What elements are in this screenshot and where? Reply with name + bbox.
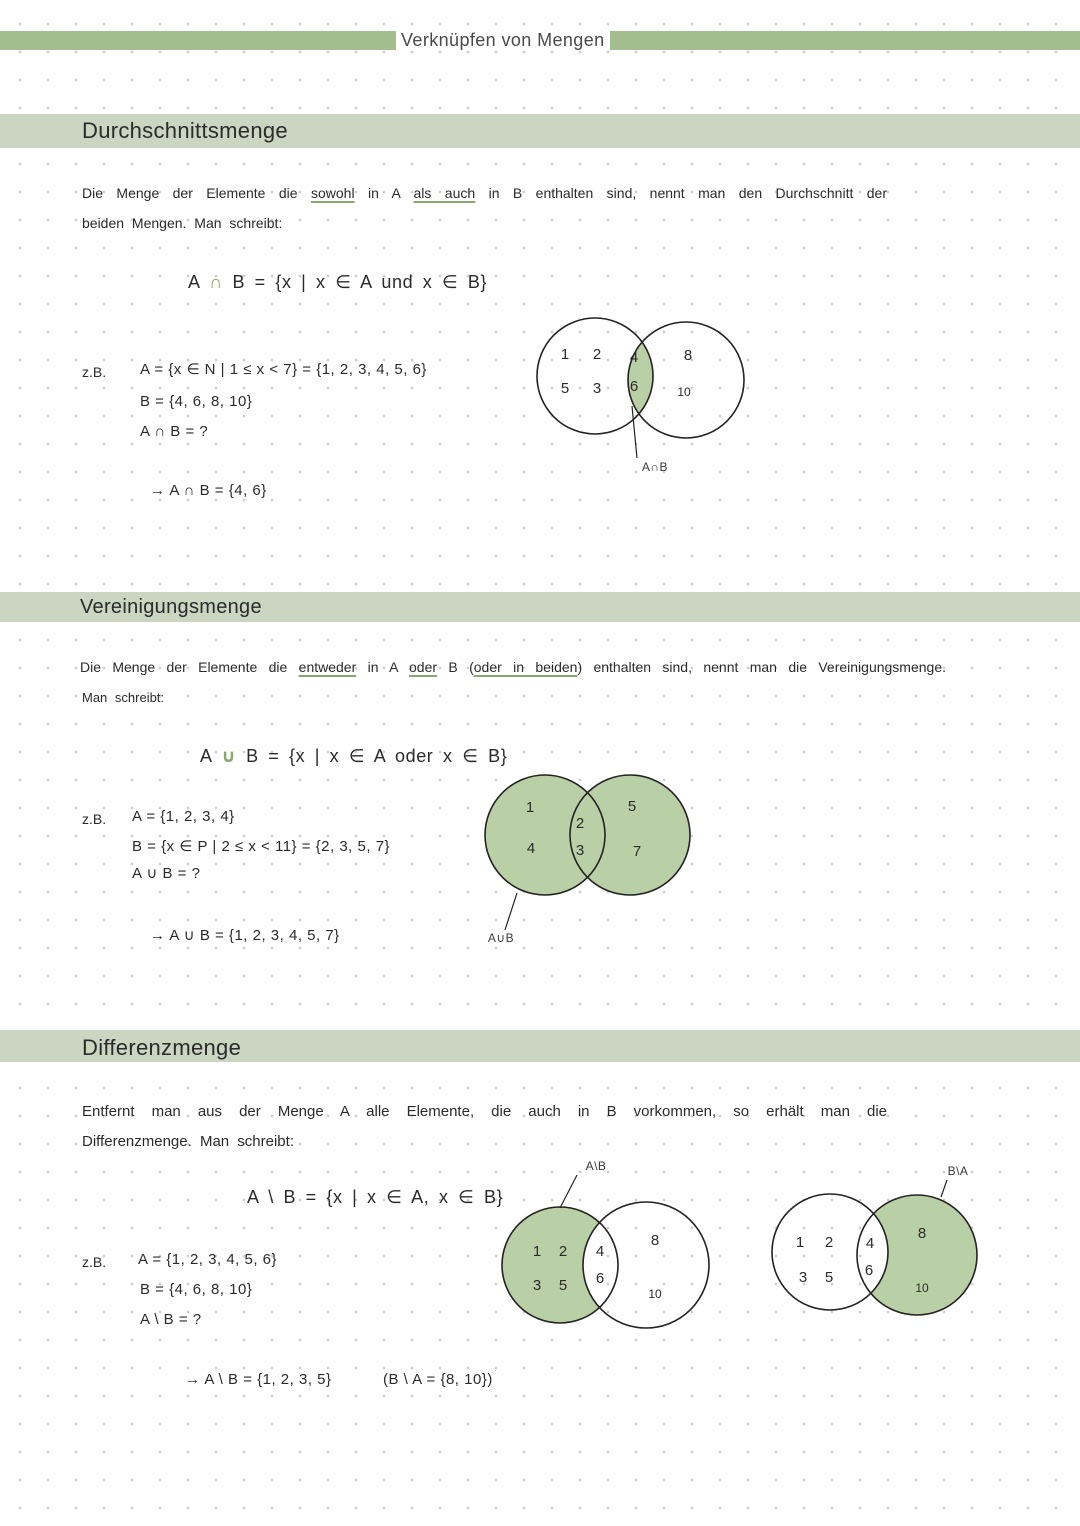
venn-element: 1 [525,799,535,816]
section-heading-union: Vereinigungsmenge [80,596,262,618]
venn-element: 6 [864,1262,874,1279]
venn-element: 5 [558,1277,568,1294]
venn-element: 3 [575,842,585,859]
venn-element: 10 [648,1287,662,1301]
venn-element: 2 [575,815,585,832]
venn-label-pointer [560,1175,577,1208]
venn-element: 3 [592,380,602,397]
venn-label: B\A [947,1164,969,1178]
example-note: (B \ A = {8, 10}) [383,1371,493,1388]
venn-element: 6 [629,378,639,395]
venn-element: 3 [532,1277,542,1294]
page-title: Verknüpfen von Mengen [396,30,610,51]
venn-element: 5 [560,380,570,397]
example-result: → A ∩ B = {4, 6} [150,482,267,499]
union-operator: ∪ [221,746,237,766]
intersection-venn-diagram [537,318,744,474]
venn-element: 5 [824,1269,834,1286]
difference-definition-line-1: Entfernt man aus der Menge A alle Elemente, die auch in B vorkommen, so erhält man die [82,1103,887,1120]
venn-label-pointer [505,893,517,930]
definition-text: Die Menge der Elemente die [82,185,311,201]
underlined-term-als-auch: als auch [413,185,476,201]
venn-element: 2 [824,1234,834,1251]
section-heading-difference: Differenzmenge [82,1035,242,1060]
underlined-term-oder-in-beiden: oder in beiden [473,659,578,675]
difference-operator: \ [268,1187,274,1207]
venn-element: 1 [795,1234,805,1251]
venn-element: 4 [526,840,536,857]
example-set-b: B = {4, 6, 8, 10} [140,393,253,410]
union-definition-line-2: Man schreibt: [82,690,165,705]
venn-element: 8 [683,347,693,364]
venn-element: 10 [677,385,691,399]
venn-label: A\B [585,1159,607,1173]
formula-set-a: A [247,1187,259,1207]
venn-element: 6 [595,1270,605,1287]
difference-b-minus-a-venn-diagram [772,1164,977,1315]
venn-element: 5 [627,798,637,815]
venn-element: 10 [915,1281,929,1295]
venn-label: A∪B [487,931,515,945]
venn-element: 2 [592,346,602,363]
example-set-a: A = {1, 2, 3, 4} [132,808,235,825]
example-result: → A ∪ B = {1, 2, 3, 4, 5, 7} [150,927,340,944]
section-heading-intersection: Durchschnittsmenge [82,118,288,143]
definition-text: in A [354,185,414,201]
formula-set-a: A [200,746,212,766]
difference-a-minus-b-venn-diagram [502,1159,709,1328]
example-set-a: A = {1, 2, 3, 4, 5, 6} [138,1251,278,1268]
example-set-b: B = {4, 6, 8, 10} [140,1281,253,1298]
venn-element: 1 [560,346,570,363]
venn-element: 4 [595,1243,605,1260]
example-prefix: z.B. [82,364,107,380]
union-venn-diagram [485,775,690,945]
definition-text: B ( [437,659,474,675]
venn-element: 8 [650,1232,660,1249]
intersection-definition-line-2: beiden Mengen. Man schreibt: [82,215,283,231]
venn-element: 8 [917,1225,927,1242]
venn-label: A∩B [641,460,669,474]
venn-element: 7 [632,843,642,860]
underlined-term-oder: oder [409,659,438,675]
example-set-b: B = {x ∈ P | 2 ≤ x < 11} = {2, 3, 5, 7} [132,838,391,855]
venn-label-pointer [941,1180,947,1197]
difference-definition-line-2: Differenzmenge. Man schreibt: [82,1133,294,1150]
example-question: A \ B = ? [140,1311,202,1328]
definition-text: Die Menge der Elemente die [80,659,299,675]
example-set-a: A = {x ∈ N | 1 ≤ x < 7} = {1, 2, 3, 4, 5, 6} [140,361,427,378]
venn-element: 3 [798,1269,808,1286]
venn-label-pointer [632,406,637,458]
formula-set-a: A [188,272,200,292]
venn-element: 4 [865,1235,875,1252]
example-question: A ∩ B = ? [140,423,209,440]
venn-element: 4 [629,349,639,366]
definition-text: in B enthalten sind, nennt man den Durchschnitt der [475,185,887,201]
intersection-operator: ∩ [209,272,223,292]
example-prefix: z.B. [82,811,107,827]
definition-text: ) enthalten sind, nennt man die Vereinigungsmenge. [577,659,947,675]
example-prefix: z.B. [82,1254,107,1270]
underlined-term-entweder: entweder [298,659,357,675]
venn-element: 1 [532,1243,542,1260]
example-question: A ∪ B = ? [132,865,201,882]
formula-definition: B = {x | x ∈ A, x ∈ B} [283,1187,504,1207]
formula-definition: B = {x | x ∈ A oder x ∈ B} [246,746,508,766]
venn-element: 2 [558,1243,568,1260]
example-result: → A \ B = {1, 2, 3, 5} [185,1371,332,1388]
definition-text: in A [356,659,410,675]
formula-definition: B = {x | x ∈ A und x ∈ B} [232,272,488,292]
underlined-term-sowohl: sowohl [310,185,355,201]
